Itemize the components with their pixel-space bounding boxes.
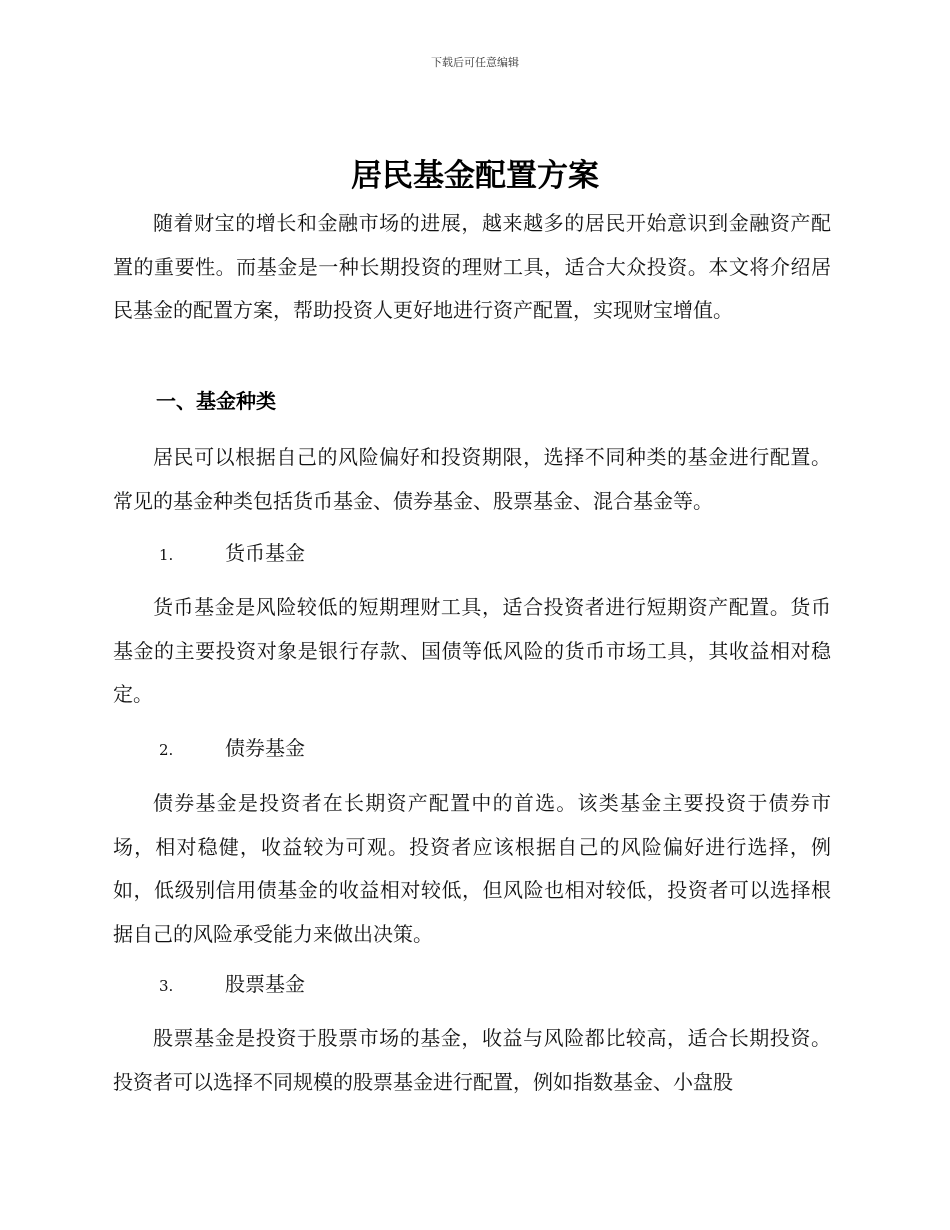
list-item-heading (113, 728, 831, 770)
list-item-name: 股票基金 (225, 972, 305, 996)
list-item-heading (113, 533, 831, 575)
list-item-1 (113, 533, 831, 575)
list-item-name: 债券基金 (225, 736, 305, 760)
section-1-body (113, 436, 831, 523)
list-item-heading (113, 964, 831, 1006)
list-item-2 (113, 728, 831, 770)
list-item-name: 货币基金 (225, 541, 305, 565)
list-item-number: 2. (159, 741, 174, 759)
page-title: 居民基金配置方案 (351, 158, 599, 194)
header-note: 下载后可任意编辑 (431, 56, 519, 69)
list-item-number: 3. (159, 977, 174, 995)
list-item-number: 1. (159, 546, 174, 564)
list-item-paragraph: 股票基金是投资于股票市场的基金，收益与风险都比较高，适合长期投资。投资者可以选择不同规模的股票基金进行配置，例如指数基金、小盘股 (113, 1026, 831, 1094)
section-1 (113, 381, 831, 421)
list-item-2-body (113, 782, 831, 956)
list-item-3-body (113, 1017, 831, 1104)
list-item-1-body (113, 586, 831, 717)
intro-paragraph: 随着财宝的增长和金融市场的进展，越来越多的居民开始意识到金融资产配置的重要性。而基金是一种长期投资的理财工具，适合大众投资。本文将介绍居民基金的配置方案，帮助投资人更好地进行资产配置，实现财宝增值。 (113, 211, 831, 322)
section-paragraph: 居民可以根据自己的风险偏好和投资期限，选择不同种类的基金进行配置。常见的基金种类包括货币基金、债券基金、股票基金、混合基金等。 (113, 445, 831, 513)
list-item-3 (113, 964, 831, 1006)
list-item-paragraph: 货币基金是风险较低的短期理财工具，适合投资者进行短期资产配置。货币基金的主要投资对象是银行存款、国债等低风险的货币市场工具，其收益相对稳定。 (113, 595, 831, 706)
intro-block (113, 202, 831, 333)
list-item-paragraph: 债券基金是投资者在长期资产配置中的首选。该类基金主要投资于债券市场，相对稳健，收益较为可观。投资者应该根据自己的风险偏好进行选择，例如，低级别信用债基金的收益相对较低，但风险也相对较低，投资者可以选择根据自己的风险承受能力来做出决策。 (113, 791, 831, 946)
section-heading: 一、基金种类 (156, 389, 276, 413)
